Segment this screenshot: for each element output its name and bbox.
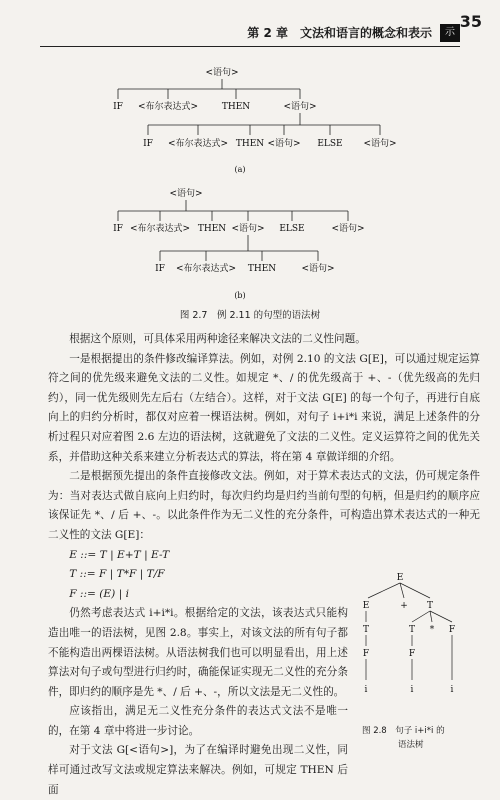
fig28-i-mid: i <box>410 685 414 695</box>
tree-a-l2-else: ELSE <box>317 139 343 149</box>
fig28-e: E <box>362 601 370 611</box>
figure-2-8-caption-line2: 语法树 <box>398 740 424 750</box>
figure-2-8-caption <box>362 724 482 752</box>
tree-b <box>113 187 364 300</box>
figure-2-8-caption-line1: 图 2.8 句子 i+i*i 的 <box>362 726 445 736</box>
fig28-f-right: F <box>448 625 456 635</box>
tree-b-l1-stmt2: <语句> <box>331 224 365 234</box>
fig28-root-e: E <box>396 573 404 583</box>
tree-b-l1-else: ELSE <box>279 224 305 234</box>
tree-a-label: (a) <box>234 165 246 174</box>
figure-2-7 <box>0 55 500 305</box>
fig28-i-right: i <box>450 685 454 695</box>
paragraph-intro: 根据这个原则，可具体采用两种途径来解决文法的二义性问题。 <box>69 333 366 345</box>
header-tab-marker: 示 <box>440 24 460 42</box>
paragraph-last: 对于文法 G[<语句>]，为了在编译时避免出现二义性，同样可通过改写文法或规定算法来解决。例如，可规定 THEN 后面 <box>48 744 348 796</box>
page-number: 35 <box>459 12 482 31</box>
tree-b-l2-stmt: <语句> <box>301 264 335 274</box>
fig28-f-mid: F <box>408 649 416 659</box>
paragraph-tree-discussion: 仍然考虑表达式 i+i*i。根据给定的文法，该表达式只能构造出唯一的语法树，见图 2.8。事实上，对该文法的所有句子都不能构造出两棵语法树。从语法树我们也可以明显看出，用上述算法对句子或句型进行归约时，确能保证实现无二义性的充分条件，即归约的顺序是先 *、/ 后 +、-，所以文法是无二义性的。 <box>48 607 348 698</box>
tree-b-label: (b) <box>234 291 246 300</box>
tree-a-l1-bool: <布尔表达式> <box>137 102 199 112</box>
tree-b-l1-bool: <布尔表达式> <box>129 224 191 234</box>
tree-a-l1-then: THEN <box>221 102 251 112</box>
fig28-i-left: i <box>364 685 368 695</box>
paragraph-approach-2: 二是根据预先提出的条件直接修改文法。例如，对于算术表达式的文法，仍可规定条件为：当对表达式做自底向上归约时，每次归约均是归约当前句型的句柄，但是归约的顺序应该保证先 *、/ 后 +、-。以此条件作为无二义性的充分条件，可构造出算术表达式的一种无二义性的文法 G[E]： <box>48 470 480 541</box>
tree-a <box>113 66 396 174</box>
fig28-t-left: T <box>362 625 370 635</box>
tree-b-l2-then: THEN <box>247 264 277 274</box>
fig28-plus: + <box>400 601 408 611</box>
fig28-star: * <box>429 625 435 635</box>
figure-2-7-caption: 图 2.7 例 2.11 的句型的语法树 <box>179 310 321 321</box>
paragraph-note: 应该指出，满足无二义性充分条件的表达式文法不是唯一的，在第 4 章中将进一步讨论。 <box>48 705 348 737</box>
tree-a-l2-then: THEN <box>235 139 265 149</box>
tree-a-l2-stmt: <语句> <box>267 139 301 149</box>
tree-b-l2-if: IF <box>155 264 165 274</box>
grammar-rule-f: F ::= (E) | i <box>69 587 129 600</box>
tree-a-l2-if: IF <box>143 139 153 149</box>
paragraph-approach-1: 一是根据提出的条件修改编译算法。例如，对例 2.10 的文法 G[E]，可以通过规定运算符之间的优先级来避免文法的二义性。如规定 *、/ 的优先级高于 +、-（优先级高的先归约），同一优先级则先左后右（左结合）。这样，对于文法 G[E] 的每一个句子，再进行自底向上的归约分析时，都仅对应着一棵语法树。例如，对句子 i+i*i 来说，满足上述条件的分析过程只对应着图 2.6 左边的语法树，这就避免了文法的二义性。定义运算符之间的优先关系，并借助这种关系来建立分析表达式的算法，将在第 4 章做详细的介绍。 <box>48 352 480 463</box>
tree-b-l1-then: THEN <box>197 224 227 234</box>
tree-b-root: <语句> <box>169 189 203 199</box>
grammar-rule-e: E ::= T | E+T | E-T <box>69 548 170 561</box>
tree-b-l2-bool: <布尔表达式> <box>175 264 237 274</box>
fig28-f-left: F <box>362 649 370 659</box>
tree-a-l1-stmt: <语句> <box>283 102 317 112</box>
tree-a-l2-bool: <布尔表达式> <box>167 139 229 149</box>
tree-b-l1-if: IF <box>113 224 123 234</box>
grammar-rule-t: T ::= F | T*F | T/F <box>69 568 165 581</box>
figure-2-8 <box>352 568 492 718</box>
running-header <box>40 10 482 47</box>
fig28-t-mid: T <box>408 625 416 635</box>
tree-a-l2-stmt2: <语句> <box>363 139 397 149</box>
fig28-t: T <box>426 601 434 611</box>
tree-a-l1-if: IF <box>113 102 123 112</box>
tree-b-l1-stmt: <语句> <box>231 224 265 234</box>
chapter-title: 第 2 章 文法和语言的概念和表示 <box>247 26 432 40</box>
tree-a-root: <语句> <box>205 68 239 78</box>
